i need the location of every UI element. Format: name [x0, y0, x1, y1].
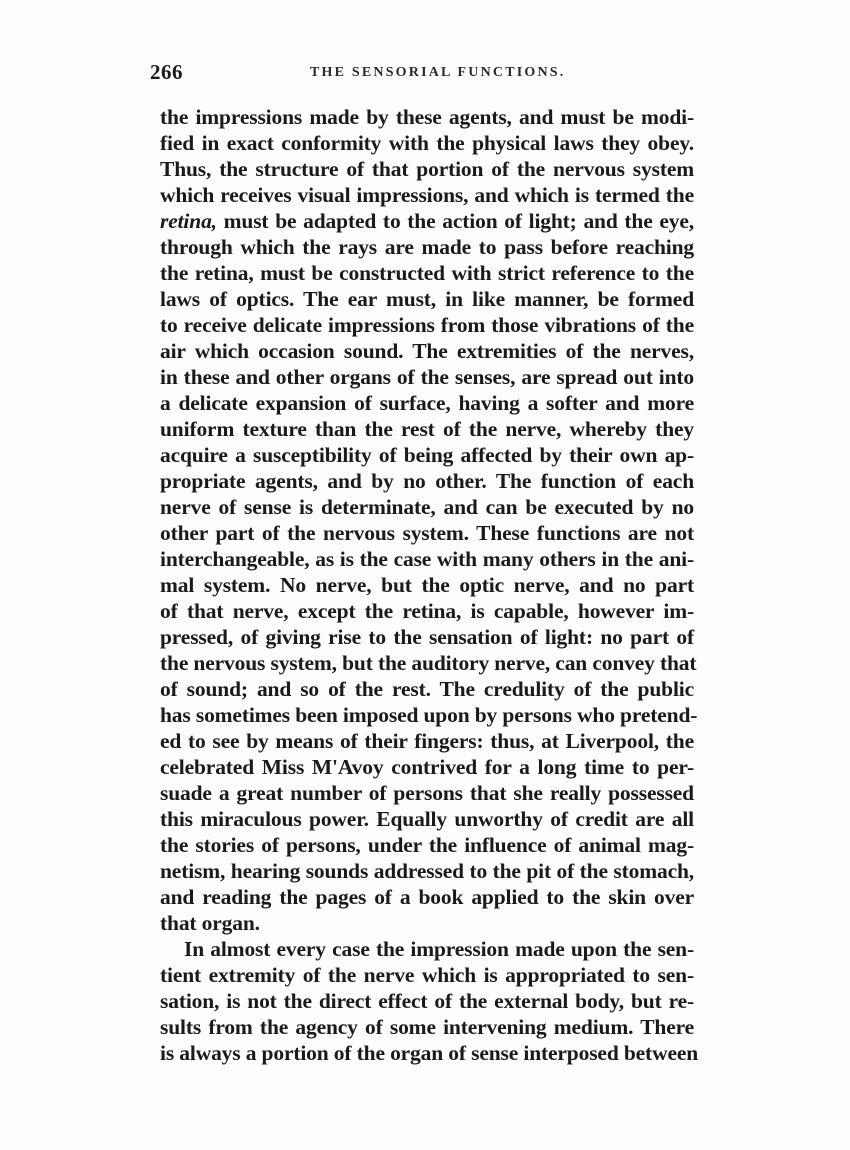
italic-term: retina,: [160, 209, 217, 233]
text-line: through which the rays are made to pass before reaching: [160, 235, 694, 259]
text-line: in these and other organs of the senses, are spread out into: [160, 365, 694, 389]
text-line: Thus, the structure of that portion of the nervous system: [160, 157, 694, 181]
text-line: retina, must be adapted to the action of light; and the eye,: [160, 209, 694, 233]
text-line: to receive delicate impressions from those vibrations of the: [160, 313, 694, 337]
text-line: the stories of persons, under the influence of animal mag-: [160, 833, 694, 857]
text-line: sation, is not the direct effect of the external body, but re-: [160, 989, 694, 1013]
text-line: acquire a susceptibility of being affected by their own ap-: [160, 443, 694, 467]
text-line: netism, hearing sounds addressed to the pit of the stomach,: [160, 859, 694, 883]
text-line: which receives visual impressions, and which is termed the: [160, 183, 694, 207]
text-line: pressed, of giving rise to the sensation of light: no part of: [160, 625, 694, 649]
body-text: [160, 104, 699, 1066]
text-line: and reading the pages of a book applied to the skin over: [160, 885, 694, 909]
text-line: has sometimes been imposed upon by persons who pretend-: [160, 703, 698, 727]
text-line: sults from the agency of some intervening medium. There: [160, 1015, 694, 1039]
text-line-paragraph-start: In almost every case the impression made upon the sen-: [184, 937, 694, 961]
text-line: mal system. No nerve, but the optic nerve, and no part: [160, 573, 694, 597]
text-line: of sound; and so of the rest. The credulity of the public: [160, 677, 694, 701]
text-line: celebrated Miss M'Avoy contrived for a long time to per-: [160, 755, 694, 779]
running-head: THE SENSORIAL FUNCTIONS.: [310, 65, 566, 80]
text-line: interchangeable, as is the case with many others in the ani-: [160, 547, 694, 571]
text-line: a delicate expansion of surface, having a softer and more: [160, 391, 694, 415]
text-line: tient extremity of the nerve which is appropriated to sen-: [160, 963, 694, 987]
text-line-paragraph-end: that organ.: [160, 911, 260, 935]
text-line: this miraculous power. Equally unworthy of credit are all: [160, 807, 694, 831]
text-line: propriate agents, and by no other. The function of each: [160, 469, 694, 493]
text-line: fied in exact conformity with the physical laws they obey.: [160, 131, 694, 155]
page-number: 266: [150, 60, 183, 84]
text-line: nerve of sense is determinate, and can be executed by no: [160, 495, 694, 519]
text-line: the nervous system, but the auditory nerve, can convey that: [160, 651, 697, 675]
text-line: other part of the nervous system. These functions are not: [160, 521, 694, 545]
text-line: uniform texture than the rest of the nerve, whereby they: [160, 417, 694, 441]
text-line: air which occasion sound. The extremities of the nerves,: [160, 339, 694, 363]
text-line: laws of optics. The ear must, in like manner, be formed: [160, 287, 694, 311]
text-line: the retina, must be constructed with strict reference to the: [160, 261, 694, 285]
text-line: of that nerve, except the retina, is capable, however im-: [160, 599, 694, 623]
text-line: the impressions made by these agents, and must be modi-: [160, 105, 694, 129]
text-line: is always a portion of the organ of sense interposed between: [160, 1041, 699, 1065]
text-line: ed to see by means of their fingers: thus, at Liverpool, the: [160, 729, 694, 753]
page-header: [150, 60, 695, 88]
text-line: suade a great number of persons that she really possessed: [160, 781, 694, 805]
